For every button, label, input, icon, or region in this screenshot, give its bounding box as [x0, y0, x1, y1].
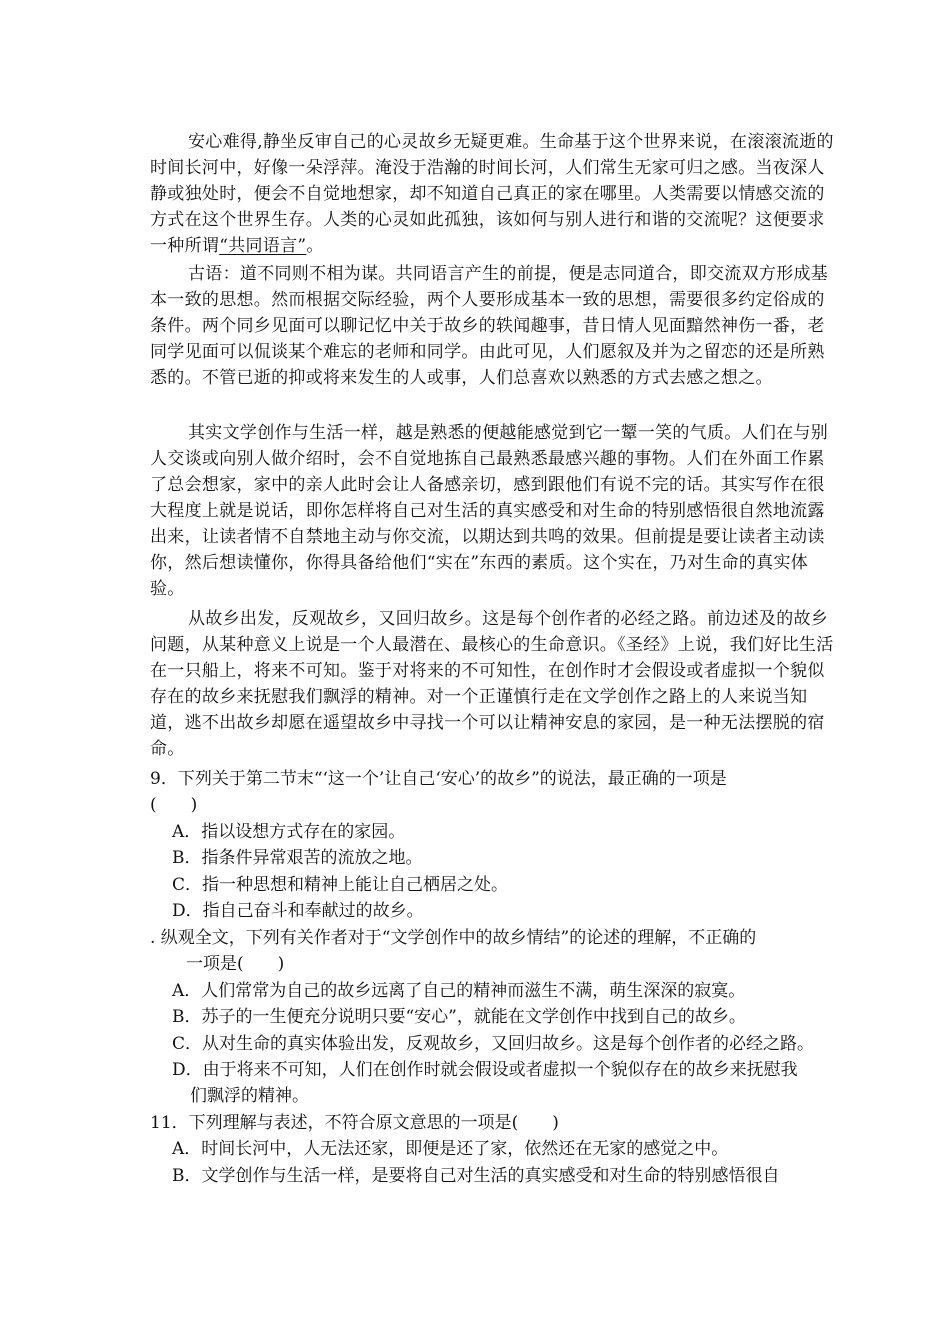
- paragraph-4: 从故乡出发，反观故乡，又回归故乡。这是每个创作者的必经之路。前边述及的故乡问题，从某种意义上说是一个人最潜在、最核心的生命意识。《圣经》上说，我们好比生活在一只船上，将来不可知。鉴于对将来的不可知性，在创作时才会假设或者虚拟一个貌似存在的故乡来抚慰我们飘浮的精神。对一个正谨慎行走在文学创作之路上的人来说当知道，逃不出故乡却愿在遥望故乡中寻找一个可以让精神安息的家园，是一种无法摆脱的宿命。: [150, 609, 834, 759]
- common-language-underlined: “共同语言”: [219, 236, 307, 256]
- question-9-option-c: C．指一种思想和精神上能让自己栖居之处。: [172, 875, 509, 895]
- question-11-stem: 11．下列理解与表述，不符合原文意思的一项是( ): [150, 1113, 559, 1133]
- question-9-option-a: A．指以设想方式存在的家园。: [172, 822, 406, 842]
- paragraph-3: 其实文学创作与生活一样，越是熟悉的便越能感觉到它一颦一笑的气质。人们在与别人交谈或向别人做介绍时，会不自觉地拣自己最熟悉最感兴趣的事物。人们在外面工作累了总会想家，家中的亲人此时会让人备感亲切，感到跟他们有说不完的话。其实写作在很大程度上就是说话，即你怎样将自己对生活的真实感受和对生命的特别感悟很自然地流露出来，让读者情不自禁地主动与你交流，以期达到共鸣的效果。但前提是要让读者主动读你，然后想读懂你，你得具备给他们“实在”东西的素质。这个实在，乃对生命的真实体验。: [150, 423, 829, 599]
- question-9-text: 9．下列关于第二节末“‘这一个’让自己‘安心’的故乡”的说法，最正确的一项是: [150, 769, 727, 789]
- question-10-stem-cont: 一项是( ): [186, 954, 285, 974]
- question-9-option-b: B．指条件异常艰苦的流放之地。: [172, 848, 423, 868]
- question-9-stem: [150, 766, 840, 818]
- question-11-option-a: A．时间长河中，人无法还家，即便是还了家，依然还在无家的感觉之中。: [172, 1139, 729, 1159]
- question-10-option-a: A．人们常常为自己的故乡远离了自己的精神而滋生不满，萌生深深的寂寞。: [172, 981, 746, 1001]
- question-10-option-b: B．苏子的一生便充分说明只要“安心”，就能在文学创作中找到自己的故乡。: [172, 1007, 746, 1027]
- question-11-option-b: B．文学创作与生活一样，是要将自己对生活的真实感受和对生命的特别感悟很自: [172, 1166, 780, 1186]
- question-10-option-d: D．由于将来不可知，人们在创作时就会假设或者虚拟一个貌似存在的故乡来抚慰我: [172, 1060, 798, 1080]
- question-10-stem: . 纵观全文，下列有关作者对于“文学创作中的故乡情结”的论述的理解，不正确的: [150, 928, 757, 948]
- question-9-blank: ( ): [150, 795, 198, 815]
- question-9-option-d: D．指自己奋斗和奉献过的故乡。: [172, 901, 424, 921]
- paragraph-1-text: 安心难得,静坐反审自己的心灵故乡无疑更难。生命基于这个世界来说，在滚滚流逝的时间长河中，好像一朵浮萍。淹没于浩瀚的时间长河，人们常生无家可归之感。当夜深人静或独处时，便会不自觉地想家，却不知道自己真正的家在哪里。人类需要以情感交流的方式在这个世界生存。人类的心灵如此孤独，该如何与别人进行和谐的交流呢？这便要求一种所谓: [150, 132, 834, 256]
- paragraph-1: [150, 129, 840, 259]
- question-10-option-d-cont: 们飘浮的精神。: [190, 1086, 309, 1106]
- paragraph-2: 古语：道不同则不相为谋。共同语言产生的前提，便是志同道合，即交流双方形成基本一致的思想。然而根据交际经验，两个人要形成基本一致的思想，需要很多约定俗成的条件。两个同乡见面可以聊记忆中关于故乡的轶闻趣事，昔日情人见面黯然神伤一番，老同学见面可以侃谈某个难忘的老师和同学。由此可见，人们愿叙及并为之留恋的还是所熟悉的。不管已逝的抑或将来发生的人或事，人们总喜欢以熟悉的方式去感之想之。: [150, 264, 829, 388]
- paragraph-1-end: 。: [306, 236, 324, 256]
- question-10-option-c: C．从对生命的真实体验出发，反观故乡，又回归故乡。这是每个创作者的必经之路。: [172, 1034, 815, 1054]
